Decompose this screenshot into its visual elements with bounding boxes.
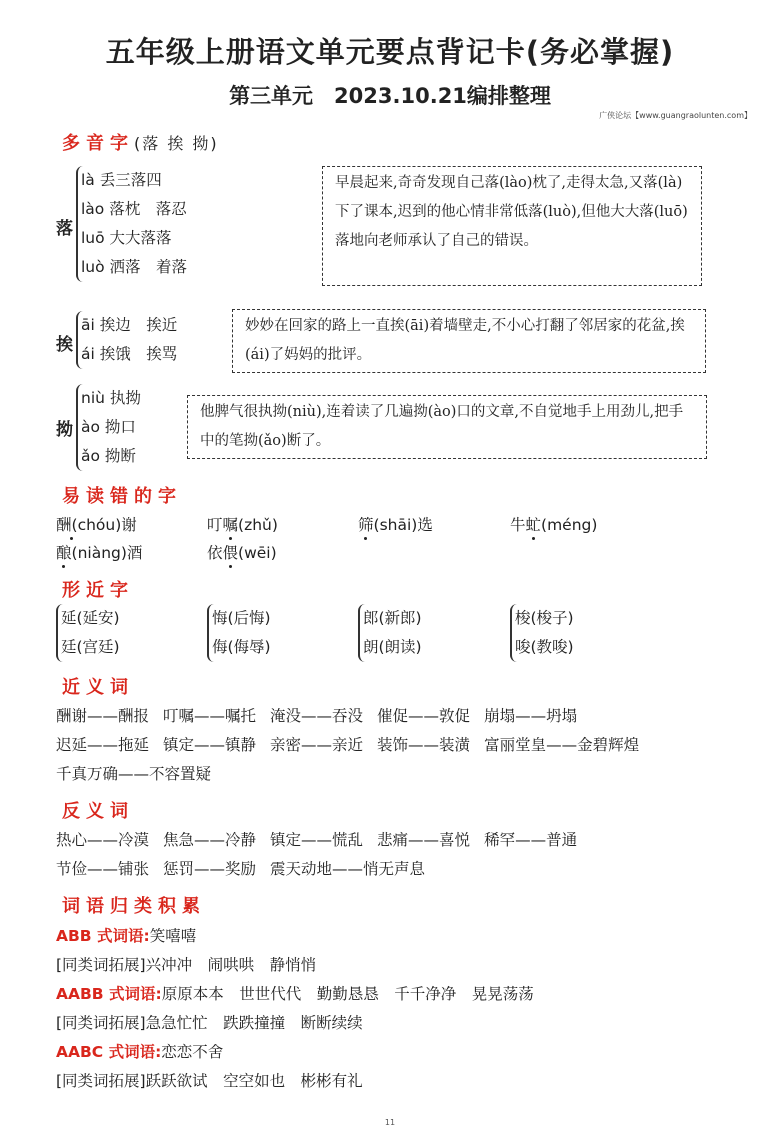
polyphone-heading-sub: (落 挨 拗)	[134, 134, 219, 153]
category-row: AABC 式词语:恋恋不舍	[56, 1043, 224, 1061]
misread-item: 依偎(wēi)	[207, 544, 277, 562]
reading-line: ái 挨饿 挨骂	[81, 345, 178, 363]
category-row: AABB 式词语:原原本本 世世代代 勤勤恳恳 千千净净 晃晃荡荡	[56, 985, 534, 1003]
reading-line: lào 落枕 落忍	[81, 200, 187, 218]
category-row: [同类词拓展]跃跃欲试 空空如也 彬彬有礼	[56, 1072, 363, 1090]
misread-item: 牛虻(méng)	[510, 516, 598, 534]
page-subtitle: 第三单元 2023.10.21编排整理	[229, 84, 551, 108]
reading-line: āi 挨边 挨近	[81, 316, 178, 334]
similar-pair: 郎(新郎) 朗(朗读)	[358, 604, 422, 662]
similar-pair: 梭(梭子) 唆(教唆)	[510, 604, 574, 662]
synonym-row: 酬谢——酬报 叮嘱——嘱托 淹没——吞没 催促——敦促 崩塌——坍塌	[56, 707, 578, 725]
polyphone-char-luo: 落	[56, 219, 73, 239]
reading-line: luō 大大落落	[81, 229, 172, 247]
section-categories-heading: 词语归类积累	[62, 896, 206, 917]
reading-line: ǎo 拗断	[81, 447, 136, 465]
antonym-row: 节俭——铺张 惩罚——奖励 震天动地——悄无声息	[56, 860, 426, 878]
polyphone-heading-text: 多音字	[62, 133, 134, 154]
polyphone-char-ao: 拗	[56, 420, 73, 440]
section-synonyms-heading: 近义词	[62, 677, 134, 698]
misread-item: 酿(niàng)酒	[56, 544, 143, 562]
section-misread-heading: 易读错的字	[62, 486, 182, 507]
similar-pair: 延(延安) 廷(宫廷)	[56, 604, 120, 662]
example-box-ao: 他脾气很执拗(niù),连着读了几遍拗(ào)口的文章,不自觉地手上用劲儿,把手中的笔拗(ǎo)断了。	[187, 395, 707, 459]
section-antonyms-heading: 反义词	[62, 801, 134, 822]
misread-item: 筛(shāi)选	[358, 516, 433, 534]
misread-item: 叮嘱(zhǔ)	[207, 516, 278, 534]
similar-pair: 悔(后悔) 侮(侮辱)	[207, 604, 271, 662]
reading-line: ào 拗口	[81, 418, 136, 436]
synonym-row: 千真万确——不容置疑	[56, 765, 212, 783]
synonym-row: 迟延——拖延 镇定——镇静 亲密——亲近 装饰——装潢 富丽堂皇——金碧辉煌	[56, 736, 640, 754]
category-row: ABB 式词语:笑嘻嘻	[56, 927, 197, 945]
antonym-row: 热心——冷漠 焦急——冷静 镇定——慌乱 悲痛——喜悦 稀罕——普通	[56, 831, 578, 849]
watermark: 广侠论坛【www.guangraolunten.com】	[599, 111, 752, 120]
polyphone-readings-ai	[76, 311, 231, 369]
polyphone-readings-luo	[76, 166, 231, 282]
category-row: [同类词拓展]急急忙忙 跌跌撞撞 断断续续	[56, 1014, 363, 1032]
page-title: 五年级上册语文单元要点背记卡(务必掌握)	[105, 35, 675, 69]
reading-line: luò 洒落 着落	[81, 258, 188, 276]
reading-line: niù 执拗	[81, 389, 141, 407]
example-box-luo: 早晨起来,奇奇发现自己落(lào)枕了,走得太急,又落(là)下了课本,迟到的他心情非常低落(luò),但他大大落(luō)落地向老师承认了自己的错误。	[322, 166, 702, 286]
reading-line: là 丢三落四	[81, 171, 162, 189]
page-number: 11	[384, 1118, 396, 1127]
misread-item: 酬(chóu)谢	[56, 516, 137, 534]
polyphone-char-ai: 挨	[56, 335, 73, 355]
example-box-ai: 妙妙在回家的路上一直挨(āi)着墙壁走,不小心打翻了邻居家的花盆,挨(ái)了妈妈的批评。	[232, 309, 706, 373]
category-row: [同类词拓展]兴冲冲 闹哄哄 静悄悄	[56, 956, 317, 974]
section-similar-heading: 形近字	[62, 580, 134, 601]
polyphone-readings-ao	[76, 384, 181, 471]
section-polyphone-heading	[62, 129, 219, 155]
